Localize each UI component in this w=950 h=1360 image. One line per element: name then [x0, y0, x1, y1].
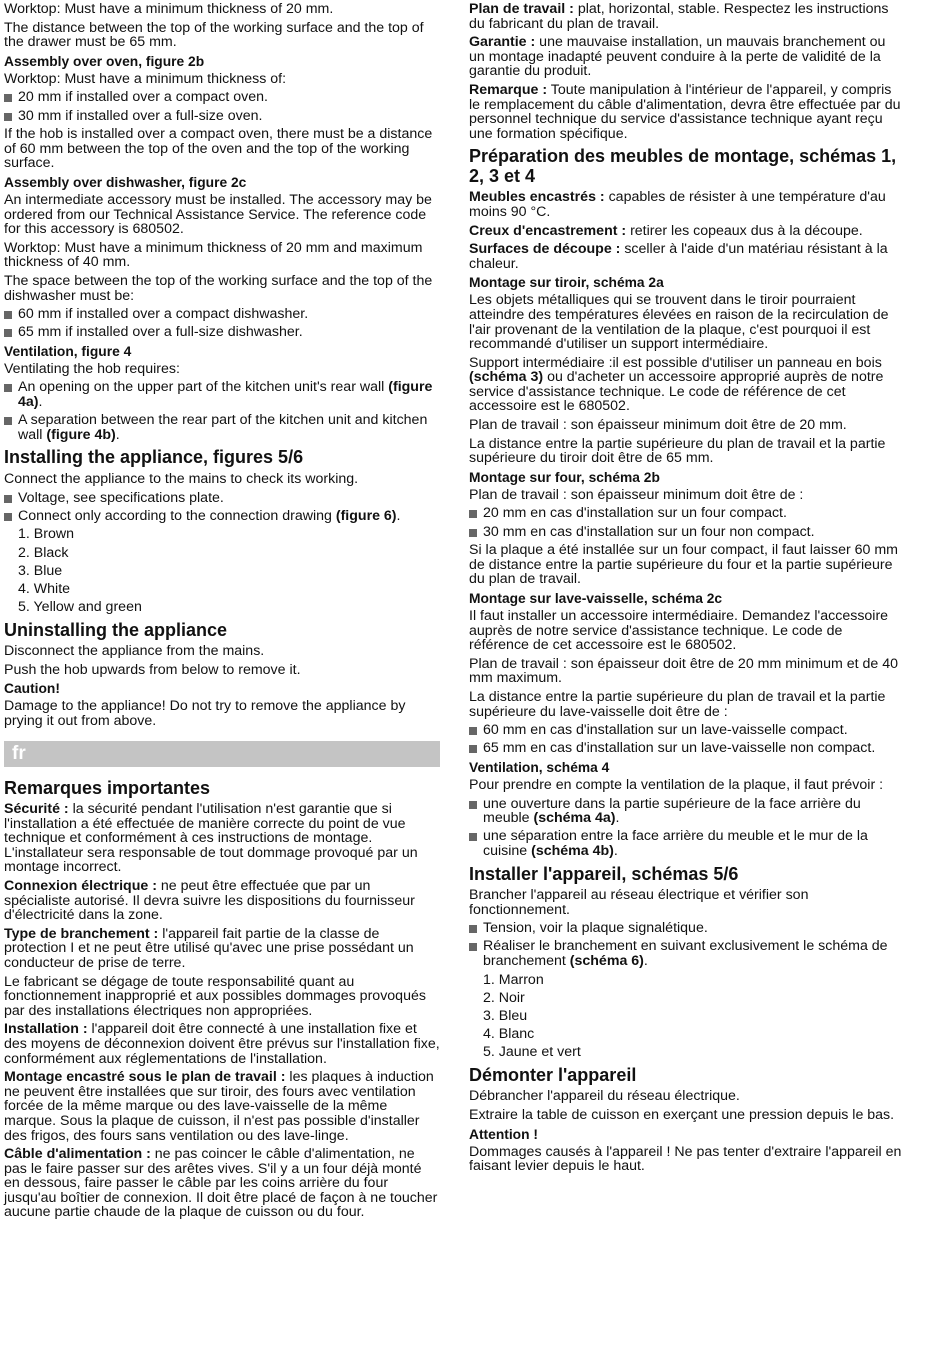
bullet-text: An opening on the upper part of the kitchen unit's rear wall: [18, 379, 389, 396]
bullet-text-after: .: [615, 810, 620, 827]
bullet-text: une séparation entre la face arrière du meuble et le mur de la cuisine: [483, 828, 868, 859]
bullet-item: [469, 723, 905, 738]
bullet-text-after: .: [38, 394, 43, 411]
bullet-item: [4, 90, 440, 105]
subheading: Montage sur tiroir, schéma 2a: [469, 275, 664, 291]
section-heading: Installer l'appareil, schémas 5/6: [469, 863, 739, 884]
paragraph-text: retirer les copeaux dus à la découpe.: [626, 222, 863, 239]
paragraph: Dommages causés à l'appareil ! Ne pas tenter d'extraire l'appareil en faisant levier depuis le haut.: [469, 1143, 902, 1175]
section-heading: Démonter l'appareil: [469, 1064, 637, 1085]
section-heading: Préparation des meubles de montage, schémas 1, 2, 3 et 4: [469, 146, 897, 186]
numbered-list: [4, 527, 440, 614]
paragraph: [469, 35, 905, 79]
subheading: Ventilation, figure 4: [4, 343, 132, 359]
numbered-item: 4. Blanc: [483, 1026, 535, 1043]
bullet-text: Connect only according to the connection drawing: [18, 507, 336, 524]
paragraph-text: l'appareil doit être connecté à une installation fixe et des moyens de déconnexion doivent être prévus sur l'installation fixe, conformément aux réglementations de l'installation.: [4, 1021, 440, 1067]
term-label: Installation :: [4, 1021, 88, 1038]
paragraph-text: l'appareil fait partie de la classe de protection I et ne peut être utilisé qu'avec une prise possédant un conducteur de prise de terre.: [4, 925, 414, 971]
paragraph: Plan de travail : son épaisseur minimum doit être de :: [469, 486, 804, 503]
paragraph: [4, 1022, 440, 1066]
subheading: Montage sur lave-vaisselle, schéma 2c: [469, 591, 723, 606]
right-column: [469, 2, 905, 1178]
paragraph: Plan de travail : son épaisseur minimum doit être de 20 mm.: [469, 417, 847, 434]
bullet-text: 30 mm if installed over a full-size oven.: [18, 107, 263, 124]
subheading: Montage sur four, schéma 2b: [469, 469, 660, 485]
paragraph: [469, 224, 905, 239]
bullet-item: [4, 307, 440, 322]
bullet-text: 65 mm en cas d'installation sur un lave-vaisselle non compact.: [483, 740, 876, 757]
paragraph-text: Toute manipulation à l'intérieur de l'appareil, y compris le remplacement du câble d'alimentation, devra être effectuée par du personnel technique du service d'assistance technique ayant reçu une formation spécifique.: [469, 81, 901, 142]
subheading: Attention !: [469, 1126, 538, 1142]
bullet-text: une ouverture dans la partie supérieure de la face arrière du meuble: [483, 795, 861, 827]
numbered-item: 4. White: [18, 580, 71, 597]
bullet-text: 65 mm if installed over a full-size dishwasher.: [18, 324, 303, 341]
paragraph: The distance between the top of the working surface and the top of the drawer must be 65 mm.: [4, 19, 424, 51]
bullet-item: [4, 325, 440, 340]
bullet-list: [4, 307, 440, 340]
paragraph: Worktop: Must have a minimum thickness of 20 mm.: [4, 1, 334, 17]
bullet-list: [4, 491, 440, 524]
paragraph: Ventilating the hob requires:: [4, 360, 180, 377]
paragraph: La distance entre la partie supérieure du plan de travail et la partie supérieure du lave-vaisselle doit être de :: [469, 688, 886, 720]
paragraph: Worktop: Must have a minimum thickness of:: [4, 70, 287, 87]
paragraph: [4, 1070, 440, 1143]
paragraph: [4, 1147, 440, 1220]
bullet-list: [469, 797, 905, 859]
paragraph: Le fabricant se dégage de toute responsabilité quant au fonctionnement inapproprié et aux possibles dommages provoqués par des installations électriques non appropriées.: [4, 973, 426, 1019]
paragraph: [4, 879, 440, 923]
paragraph: Connect the appliance to the mains to check its working.: [4, 470, 359, 487]
bullet-item: [4, 509, 440, 524]
paragraph: If the hob is installed over a compact oven, there must be a distance of 60 mm between the top of the oven and the top of the working surface.: [4, 126, 433, 172]
paragraph: La distance entre la partie supérieure du plan de travail et la partie supérieure du tiroir doit être de 65 mm.: [469, 435, 886, 467]
paragraph: An intermediate accessory must be installed. The accessory may be ordered from our Technical Assistance Service. The reference code for this accessory is 680502.: [4, 191, 432, 238]
paragraph: Worktop: Must have a minimum thickness of 20 mm and maximum thickness of 40 mm.: [4, 239, 423, 271]
section-heading: Uninstalling the appliance: [4, 619, 228, 640]
subheading: Caution!: [4, 681, 60, 697]
bullet-list: [469, 921, 905, 968]
term-label: Sécurité :: [4, 801, 69, 818]
paragraph: Pour prendre en compte la ventilation de la plaque, il faut prévoir :: [469, 776, 884, 793]
numbered-item: 5. Jaune et vert: [483, 1044, 581, 1061]
paragraph: Si la plaque a été installée sur un four compact, il faut laisser 60 mm de distance entre la partie supérieure du four et la partie supérieure du plan de travail.: [469, 542, 898, 588]
numbered-item: 2. Black: [18, 544, 69, 561]
bullet-text-after: .: [115, 426, 120, 443]
term-label: Plan de travail :: [469, 1, 574, 17]
bullet-item: [469, 797, 905, 826]
paragraph: [4, 802, 440, 875]
numbered-item: 2. Noir: [483, 989, 525, 1006]
bold-reference: (schéma 3): [469, 369, 544, 386]
subheading: Ventilation, schéma 4: [469, 759, 610, 775]
paragraph: Brancher l'appareil au réseau électrique et vérifier son fonctionnement.: [469, 887, 809, 918]
term-label: Type de branchement :: [4, 925, 159, 942]
term-label: Surfaces de découpe :: [469, 241, 621, 258]
bold-reference: (figure 4b): [46, 426, 116, 443]
bullet-text: 20 mm if installed over a compact oven.: [18, 89, 268, 106]
bullet-item: [469, 741, 905, 756]
term-label: Câble d'alimentation :: [4, 1146, 151, 1163]
paragraph: Disconnect the appliance from the mains.: [4, 643, 265, 660]
paragraph: The space between the top of the working surface and the top of the dishwasher must be:: [4, 272, 433, 304]
numbered-item: 3. Bleu: [483, 1007, 528, 1024]
bold-reference: (figure 4a): [18, 379, 433, 411]
numbered-list: [469, 973, 905, 1060]
paragraph: Il faut installer un accessoire intermédiaire. Demandez l'accessoire auprès de notre service d'assistance technique. Le code de référence de cet accessoire est le 680502.: [469, 608, 889, 654]
paragraph-text: les plaques à induction ne peuvent être installées que sur tiroir, des fours avec ventilation forcée de la même marque ou des lave-vaisselle de la même marque. Sous la plaque de cuisson, il n'est pas possible d'installer des frigos, des fours sans ventilation ou des lave-linge.: [4, 1069, 434, 1144]
term-label: Montage encastré sous le plan de travail :: [4, 1069, 286, 1086]
term-label: Remarque :: [469, 81, 548, 98]
paragraph: [469, 356, 905, 414]
paragraph-text: Support intermédiaire :il est possible d'utiliser un panneau en bois: [469, 354, 882, 371]
bullet-text: Voltage, see specifications plate.: [18, 489, 224, 506]
subheading: Assembly over oven, figure 2b: [4, 53, 205, 69]
bold-reference: (schéma 6): [569, 952, 644, 969]
paragraph: Push the hob upwards from below to remove it.: [4, 661, 301, 678]
paragraph: [469, 190, 905, 219]
term-label: Meubles encastrés :: [469, 189, 605, 206]
section-heading: Installing the appliance, figures 5/6: [4, 447, 304, 468]
bullet-item: [469, 939, 905, 968]
paragraph-text: la sécurité pendant l'utilisation n'est garantie que si l'installation a été effectuée de manière correcte du point de vue technique et conformément à ces instructions de montage. L'installateur sera responsable de tout dommage provoqué par un montage incorrect.: [4, 801, 418, 876]
bullet-text-after: .: [396, 507, 401, 524]
term-label: Garantie :: [469, 34, 536, 51]
paragraph-text: une mauvaise installation, un mauvais branchement ou un montage inadapté peuvent conduire à la perte de validité de la garantie du produit.: [469, 34, 886, 80]
numbered-item: 1. Brown: [18, 526, 74, 543]
numbered-item: 5. Yellow and green: [18, 599, 142, 616]
bullet-list: [4, 380, 440, 442]
language-bar-fr: fr: [4, 741, 440, 767]
bullet-text: Réaliser le branchement en suivant exclusivement le schéma de branchement: [483, 938, 888, 969]
paragraph-text: plat, horizontal, stable. Respectez les instructions du fabricant du plan de travail.: [469, 1, 889, 32]
numbered-item: 1. Marron: [483, 971, 544, 988]
bullet-text: Tension, voir la plaque signalétique.: [483, 920, 708, 937]
bullet-item: [469, 506, 905, 521]
subheading: Assembly over dishwasher, figure 2c: [4, 174, 247, 190]
term-label: Creux d'encastrement :: [469, 222, 627, 239]
bullet-item: [4, 491, 440, 506]
paragraph: [469, 242, 905, 271]
paragraph-text: capables de résister à une température d'au moins 90 °C.: [469, 189, 886, 220]
bullet-list: [4, 90, 440, 123]
paragraph-text: ne peut être effectuée que par un spécialiste autorisé. Il devra suivre les dispositions du fournisseur d'électricité dans la zone.: [4, 878, 415, 924]
bullet-text-after: .: [613, 842, 618, 859]
paragraph: [469, 83, 905, 141]
bullet-item: [469, 829, 905, 858]
paragraph: [4, 927, 440, 971]
numbered-item: 3. Blue: [18, 562, 63, 579]
paragraph: Plan de travail : son épaisseur doit être de 20 mm minimum et de 40 mm maximum.: [469, 655, 898, 687]
paragraph: Damage to the appliance! Do not try to remove the appliance by prying it out from above.: [4, 698, 406, 729]
paragraph: Les objets métalliques qui se trouvent dans le tiroir pourraient atteindre des températures élevées en raison de la recirculation de l'air provenant de la ventilation de la plaque, c'est pourquoi il est recommandé d'utiliser un support intermédiaire.: [469, 292, 889, 353]
bullet-text: 20 mm en cas d'installation sur un four compact.: [483, 505, 787, 522]
bullet-text: 60 mm if installed over a compact dishwasher.: [18, 306, 309, 323]
paragraph-text: ne pas coincer le câble d'alimentation, ne pas le faire passer sur des arêtes vives. S'il y a un four déjà monté en dessous, faire passer le câble par les coins arrière du four jusqu'au boîtier de connexion. Il doit être placé de façon à ne toucher aucune partie chaude de la plaque de cuisson ou du four.: [4, 1146, 438, 1221]
bullet-item: [469, 525, 905, 540]
section-heading: Remarques importantes: [4, 777, 211, 798]
bullet-item: [4, 413, 440, 442]
bullet-text: 30 mm en cas d'installation sur un four non compact.: [483, 523, 815, 540]
bullet-text-after: .: [643, 952, 648, 969]
paragraph: Débrancher l'appareil du réseau électrique.: [469, 1088, 740, 1105]
bold-reference: (schéma 4b): [531, 842, 614, 859]
bullet-list: [469, 506, 905, 539]
bullet-item: [4, 380, 440, 409]
bold-reference: (figure 6): [335, 507, 397, 524]
bullet-text: 60 mm en cas d'installation sur un lave-vaisselle compact.: [483, 722, 848, 739]
paragraph: [469, 2, 905, 31]
left-column: [4, 2, 440, 1224]
bold-reference: (schéma 4a): [533, 810, 616, 827]
bullet-item: [4, 109, 440, 124]
paragraph: Extraire la table de cuisson en exerçant une pression depuis le bas.: [469, 1107, 895, 1123]
term-label: Connexion électrique :: [4, 878, 157, 894]
bullet-item: [469, 921, 905, 936]
paragraph-text: sceller à l'aide d'un matériau résistant à la chaleur.: [469, 241, 888, 272]
bullet-text: A separation between the rear part of the kitchen unit and kitchen wall: [18, 412, 428, 443]
bullet-list: [469, 723, 905, 756]
paragraph-text-after: ou d'acheter un accessoire approprié auprès de notre service d'assistance technique. Le code de référence de cet accessoire est le 680502.: [469, 369, 884, 415]
